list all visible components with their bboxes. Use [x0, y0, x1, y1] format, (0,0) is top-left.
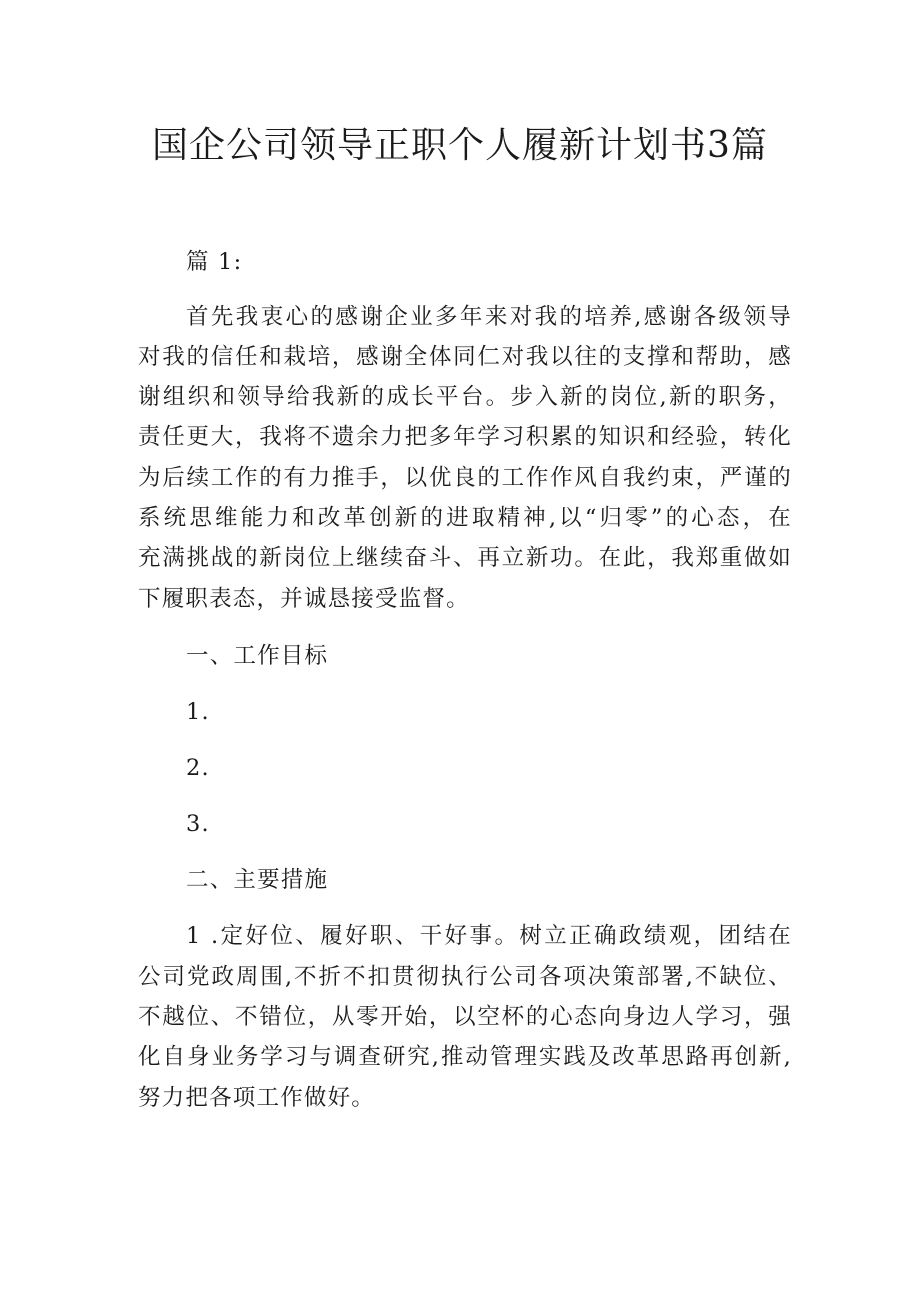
- heading-work-goals: 一、工作目标: [186, 643, 329, 669]
- intro-line: 系统思维能力和改革创新的进取精神,以“归零”的心态，在: [138, 505, 792, 531]
- intro-line: 首先我衷心的感谢企业多年来对我的培养,感谢各级领导: [186, 304, 792, 330]
- intro-line: 谢组织和领导给我新的成长平台。步入新的岗位,新的职务，: [138, 384, 792, 410]
- goal-item: 1.: [186, 699, 210, 725]
- intro-line: 对我的信任和栽培，感谢全体同仁对我以往的支撑和帮助，感: [138, 344, 792, 370]
- measure-line: 公司党政周围,不折不扣贯彻执行公司各项决策部署,不缺位、: [138, 964, 792, 990]
- goal-item: 2.: [186, 755, 210, 781]
- intro-line: 责任更大，我将不遗余力把多年学习积累的知识和经验，转化: [138, 424, 792, 450]
- measure-line: 化自身业务学习与调查研究,推动管理实践及改革思路再创新,: [138, 1044, 792, 1070]
- section-label: 篇 1:: [186, 249, 243, 275]
- measure-line: 不越位、不错位，从零开始，以空杯的心态向身边人学习，强: [138, 1004, 792, 1030]
- goal-item: 3.: [186, 811, 210, 837]
- measure-line: 努力把各项工作做好。: [138, 1085, 376, 1111]
- intro-line: 为后续工作的有力推手，以优良的工作作风自我约束，严谨的: [138, 465, 792, 491]
- intro-line: 下履职表态，并诚恳接受监督。: [138, 586, 470, 612]
- document-title: 国企公司领导正职个人履新计划书3篇: [152, 125, 768, 166]
- heading-main-measures: 二、主要措施: [186, 867, 329, 893]
- intro-line: 充满挑战的新岗位上继续奋斗、再立新功。在此，我郑重做如: [138, 545, 792, 571]
- measure-line: 1 .定好位、履好职、干好事。树立正确政绩观，团结在: [186, 923, 792, 949]
